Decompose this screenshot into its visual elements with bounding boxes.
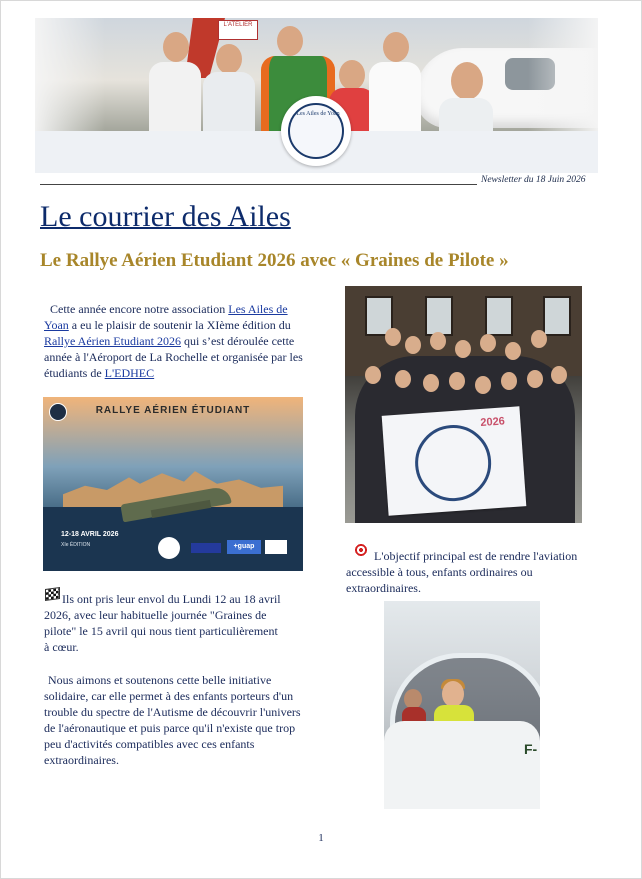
header-banner [35, 18, 598, 173]
rallye-link[interactable]: Rallye Aérien Etudiant 2026 [44, 334, 181, 348]
page-number: 1 [318, 832, 324, 844]
support-paragraph: Nous aimons et soutenons cette belle initiative solidaire, car elle permet à des enfants porteurs d'un trouble du spectre de l'Autisme de découvrir l'univers de l'aéronautique et puis parce qu'il n'existe que trop peu d'activités compatibles avec ces enfants extraordinaires. [44, 673, 301, 767]
photo-face [551, 366, 567, 384]
photo-face [455, 340, 471, 358]
poster-association-logo [158, 537, 180, 559]
association-link[interactable]: Les Ailes de Yoan [44, 302, 288, 332]
intro-text: qui s’est déroulée cette année à l'Aéroport de La Rochelle et organisée par les étudiants de [44, 334, 303, 380]
photo-face [385, 328, 401, 346]
poster-sponsor-logo [265, 540, 287, 554]
poster-title: RALLYE AÉRIEN ÉTUDIANT [95, 405, 251, 416]
person [200, 40, 258, 131]
page-title: Le courrier des Ailes [40, 200, 291, 233]
photo-face [475, 376, 491, 394]
person [365, 28, 425, 131]
intro-text: Cette année encore notre association [50, 302, 229, 316]
photo-face [480, 334, 496, 352]
objective-paragraph: L'objectif principal est de rendre l'aviation accessible à tous, enfants ordinaires ou extraordinaires. [346, 549, 578, 595]
poster-dates: 12-18 AVRIL 2026 [61, 531, 119, 538]
aircraft-registration: F- [524, 741, 538, 757]
photo-face [501, 372, 517, 390]
intro-paragraph [44, 301, 306, 381]
poster-sponsor-logo [191, 543, 221, 553]
intro-text: a eu le plaisir de soutenir la XIème édition du [68, 318, 291, 332]
fade-left [35, 18, 105, 131]
logo-text: Les Ailes de Yoan [296, 111, 340, 117]
photo-face [405, 336, 421, 354]
newsletter-date: Newsletter du 18 Juin 2026 [481, 175, 586, 185]
photo-face [430, 332, 446, 350]
photo-face [531, 330, 547, 348]
person-portrait [435, 62, 497, 131]
header-rule [40, 184, 477, 185]
photo-face [395, 370, 411, 388]
photo-window [543, 296, 571, 336]
photo-face [527, 370, 543, 388]
photo-face [365, 366, 381, 384]
photo-face [423, 374, 439, 392]
atelier-sign: L'ATELIER [218, 20, 258, 40]
association-flag [382, 406, 527, 515]
association-logo [281, 96, 351, 166]
poster-edition: XIe ÉDITION [61, 542, 91, 548]
logo-emblem [288, 103, 344, 159]
rallye-poster [43, 397, 303, 571]
photo-face [449, 372, 465, 390]
aircraft-fuselage [384, 721, 540, 809]
flag-year: 2026 [479, 415, 506, 430]
flag-emblem [413, 423, 494, 504]
edhec-link[interactable]: L'EDHEC [104, 366, 155, 380]
poster-sponsor-guap: +guap [227, 540, 261, 554]
cockpit-photo [384, 601, 540, 809]
student-group-photo [345, 286, 582, 523]
photo-window [485, 296, 513, 336]
photo-window [425, 296, 453, 336]
flight-paragraph: Ils ont pris leur envol du Lundi 12 au 18 avril 2026, avec leur habituelle journée "Graines de pilote" le 15 avril qui nous tient particulièrement à cœur. [44, 592, 281, 654]
fade-right [528, 18, 598, 131]
person [145, 26, 205, 131]
photo-face [505, 342, 521, 360]
article-subtitle: Le Rallye Aérien Etudiant 2026 avec « Graines de Pilote » [40, 250, 509, 271]
